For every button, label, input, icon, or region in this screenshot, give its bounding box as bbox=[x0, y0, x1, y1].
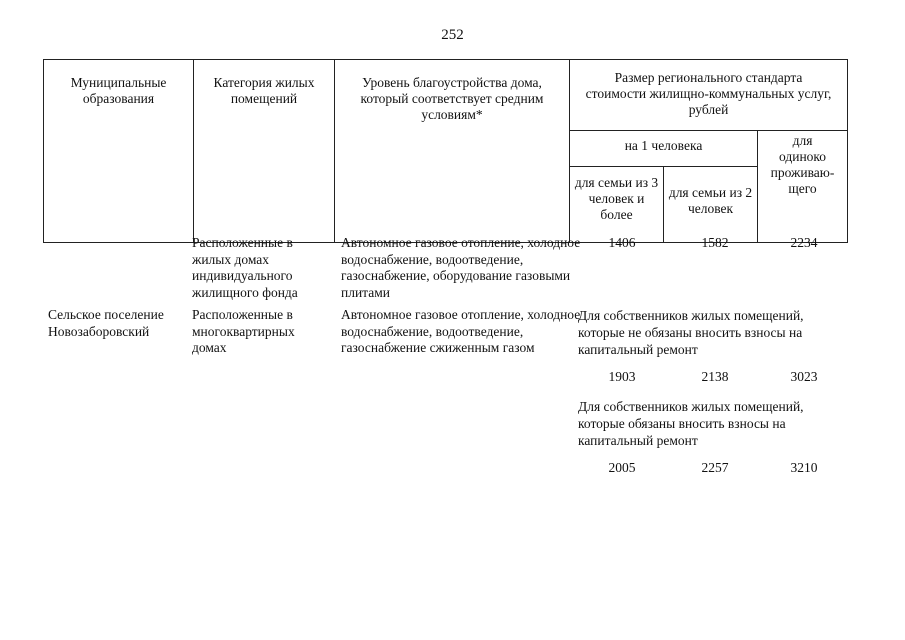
table-header bbox=[43, 59, 848, 243]
note-repair-fee: Для собственников жилых помещений, которые обязаны вносить взносы на капитальный ремонт bbox=[578, 399, 804, 448]
note-no-repair-fee: Для собственников жилых помещений, которые не обязаны вносить взносы на капитальный ремонт bbox=[578, 308, 804, 357]
header-level: Уровень благоустройства дома, который соответствует средним условиям* bbox=[335, 60, 570, 243]
row1-value-family3: 1406 bbox=[608, 235, 636, 250]
header-municipality: Муниципальные образования bbox=[44, 60, 194, 243]
row2a-value-family2: 2138 bbox=[701, 369, 729, 384]
municipality-name: Сельское поселение Новозаборовский bbox=[48, 307, 164, 339]
header-category: Категория жилых помещений bbox=[194, 60, 335, 243]
row2b-value-single: 3210 bbox=[790, 460, 818, 475]
row1-level: Автономное газовое отопление, холодное водоснабжение, водоотведение, газоснабжение, оборудование газовыми плитами bbox=[341, 235, 581, 300]
row2-category: Расположенные в многоквартирных домах bbox=[192, 307, 295, 355]
row2a-value-family3: 1903 bbox=[608, 369, 636, 384]
header-standard: Размер регионального стандарта стоимости жилищно-коммунальных услуг, рублей bbox=[570, 60, 848, 131]
row2b-value-family3: 2005 bbox=[608, 460, 636, 475]
row2a-value-single: 3023 bbox=[790, 369, 818, 384]
header-family-2: для семьи из 2 человек bbox=[664, 167, 758, 243]
header-per-person: на 1 человека bbox=[570, 131, 758, 167]
row1-category: Расположенные в жилых домах индивидуального жилищного фонда bbox=[192, 235, 298, 300]
page-number: 252 bbox=[441, 27, 464, 43]
row1-value-single: 2234 bbox=[790, 235, 818, 250]
row2b-value-family2: 2257 bbox=[701, 460, 729, 475]
row1-value-family2: 1582 bbox=[701, 235, 729, 250]
header-family-3: для семьи из 3 человек и более bbox=[570, 167, 664, 243]
row2-level: Автономное газовое отопление, холодное водоснабжение, водоотведение, газоснабжение сжиженным газом bbox=[341, 307, 581, 355]
header-single: для одиноко проживаю-щего bbox=[758, 131, 848, 243]
